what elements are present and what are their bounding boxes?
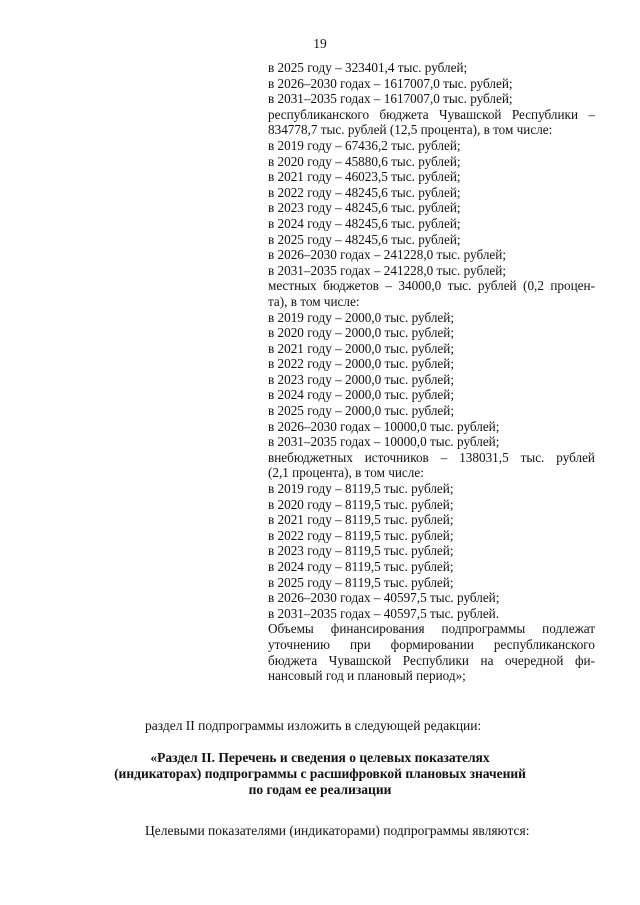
financing-line: в 2021 году – 46023,5 тыс. рублей; [268, 169, 461, 185]
financing-line: в 2026–2030 годах – 1617007,0 тыс. рублей; [268, 75, 513, 91]
financing-line: местных бюджетов – 34000,0 тыс. рублей (0,2 процен- [268, 278, 595, 294]
financing-line: в 2023 году – 8119,5 тыс. рублей; [268, 543, 454, 559]
financing-line: в 2019 году – 8119,5 тыс. рублей; [268, 481, 454, 497]
financing-column [268, 60, 595, 684]
financing-line: в 2025 году – 8119,5 тыс. рублей; [268, 574, 454, 590]
financing-line: в 2024 году – 8119,5 тыс. рублей; [268, 559, 454, 574]
page-number: 19 [313, 36, 327, 51]
financing-line: в 2020 году – 2000,0 тыс. рублей; [268, 325, 454, 341]
financing-line: уточнению при формировании республиканского [268, 636, 595, 652]
indicators-intro-paragraph: Целевыми показателями (индикаторами) подпрограммы являются: [145, 823, 530, 838]
financing-line: республиканского бюджета Чувашской Республики – [268, 106, 595, 122]
financing-line: в 2021 году – 8119,5 тыс. рублей; [268, 512, 454, 528]
financing-line: в 2019 году – 2000,0 тыс. рублей; [268, 309, 454, 325]
financing-line: в 2024 году – 48245,6 тыс. рублей; [268, 215, 461, 231]
financing-line: в 2020 году – 45880,6 тыс. рублей; [268, 153, 461, 169]
financing-line: в 2025 году – 48245,6 тыс. рублей; [268, 231, 461, 247]
financing-line: внебюджетных источников – 138031,5 тыс. рублей [268, 449, 595, 465]
financing-line: 834778,7 тыс. рублей (12,5 процента), в том числе: [268, 122, 553, 138]
financing-line: в 2031–2035 годах – 10000,0 тыс. рублей; [268, 434, 500, 450]
financing-line: в 2022 году – 48245,6 тыс. рублей; [268, 184, 461, 200]
financing-line: (2,1 процента), в том числе: [268, 465, 424, 481]
financing-line: в 2026–2030 годах – 10000,0 тыс. рублей; [268, 418, 500, 434]
financing-line: в 2022 году – 2000,0 тыс. рублей; [268, 356, 454, 372]
financing-line: в 2022 году – 8119,5 тыс. рублей; [268, 527, 454, 543]
section-heading [100, 750, 540, 798]
financing-line: в 2024 году – 2000,0 тыс. рублей; [268, 387, 454, 403]
financing-line: бюджета Чувашской Республики на очередной фи- [268, 652, 595, 668]
financing-line: нансовый год и плановый период»; [268, 668, 466, 684]
financing-line: в 2023 году – 48245,6 тыс. рублей; [268, 200, 461, 216]
heading-line: (индикаторах) подпрограммы с расшифровкой плановых значений [114, 766, 526, 781]
financing-line: в 2026–2030 годах – 40597,5 тыс. рублей; [268, 590, 500, 606]
financing-line: в 2023 году – 2000,0 тыс. рублей; [268, 371, 454, 387]
financing-line: в 2031–2035 годах – 241228,0 тыс. рублей; [268, 262, 506, 278]
instruction-paragraph: раздел II подпрограммы изложить в следующей редакции: [145, 718, 482, 733]
financing-line: в 2031–2035 годах – 40597,5 тыс. рублей. [268, 605, 500, 621]
financing-line: в 2020 году – 8119,5 тыс. рублей; [268, 496, 454, 512]
financing-line: та), в том числе: [268, 293, 360, 309]
financing-line: в 2019 году – 67436,2 тыс. рублей; [268, 137, 461, 153]
financing-line: в 2026–2030 годах – 241228,0 тыс. рублей; [268, 247, 506, 263]
financing-line: в 2031–2035 годах – 1617007,0 тыс. рублей; [268, 91, 513, 107]
financing-line: в 2025 году – 323401,4 тыс. рублей; [268, 60, 468, 75]
heading-line: «Раздел II. Перечень и сведения о целевых показателях [150, 750, 490, 765]
financing-line: в 2021 году – 2000,0 тыс. рублей; [268, 340, 454, 356]
financing-line: Объемы финансирования подпрограммы подлежат [268, 621, 595, 637]
financing-line: в 2025 году – 2000,0 тыс. рублей; [268, 403, 454, 419]
heading-line: по годам ее реализации [248, 782, 392, 797]
